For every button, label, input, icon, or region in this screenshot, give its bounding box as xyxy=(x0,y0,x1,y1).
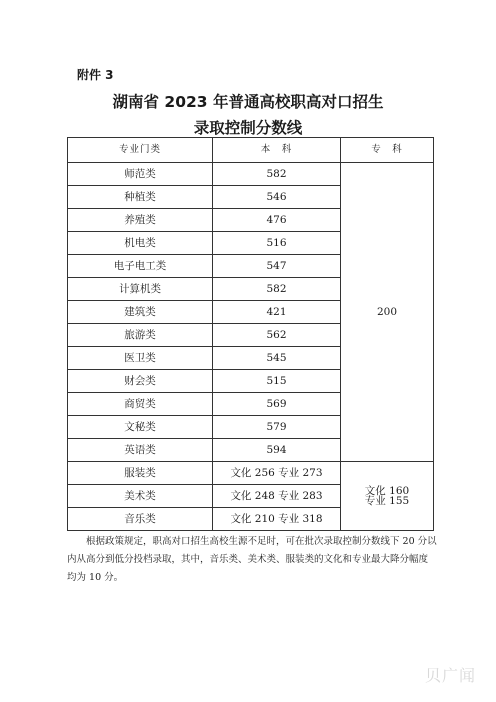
undergrad-score-cell: 516 xyxy=(213,232,341,255)
major-cell: 医卫类 xyxy=(68,347,213,370)
major-cell: 养殖类 xyxy=(68,209,213,232)
undergrad-score-cell: 文化 248 专业 283 xyxy=(213,485,341,508)
undergrad-score-cell: 545 xyxy=(213,347,341,370)
major-cell: 文秘类 xyxy=(68,416,213,439)
junior-score-general: 200 xyxy=(341,163,434,462)
table-row xyxy=(68,462,434,485)
header-major: 专业门类 xyxy=(68,138,213,163)
undergrad-score-cell: 546 xyxy=(213,186,341,209)
undergrad-score-cell: 562 xyxy=(213,324,341,347)
undergrad-score-cell: 569 xyxy=(213,393,341,416)
major-cell: 英语类 xyxy=(68,439,213,462)
major-cell: 种植类 xyxy=(68,186,213,209)
junior-art-culture: 文化 160 xyxy=(364,484,410,497)
table-row xyxy=(68,163,434,186)
page-subtitle: 录取控制分数线 xyxy=(193,119,303,137)
undergrad-score-cell: 579 xyxy=(213,416,341,439)
major-cell: 电子电工类 xyxy=(68,255,213,278)
major-cell: 商贸类 xyxy=(68,393,213,416)
undergrad-score-cell: 文化 256 专业 273 xyxy=(213,462,341,485)
undergrad-score-cell: 文化 210 专业 318 xyxy=(213,508,341,531)
undergrad-score-cell: 421 xyxy=(213,301,341,324)
major-cell: 师范类 xyxy=(68,163,213,186)
policy-note: 根据政策规定，职高对口招生高校生源不足时，可在批次录取控制分数线下 20 分以内从高分到低分投档录取，其中，音乐类、美术类、服装类的文化和专业最大降分幅度均为 10 分。 xyxy=(67,536,437,583)
attachment-label: 附件 3 xyxy=(77,68,114,82)
junior-score-art xyxy=(341,462,434,531)
major-cell: 服装类 xyxy=(68,462,213,485)
table-header-row xyxy=(68,138,434,163)
major-cell: 美术类 xyxy=(68,485,213,508)
major-cell: 旅游类 xyxy=(68,324,213,347)
header-undergrad: 本 科 xyxy=(213,138,341,163)
major-cell: 财会类 xyxy=(68,370,213,393)
undergrad-score-cell: 582 xyxy=(213,163,341,186)
page-title: 湖南省 2023 年普通高校职高对口招生 xyxy=(112,93,384,111)
watermark-logo: 贝广闻 xyxy=(424,666,476,685)
major-cell: 机电类 xyxy=(68,232,213,255)
undergrad-score-cell: 594 xyxy=(213,439,341,462)
major-cell: 计算机类 xyxy=(68,278,213,301)
header-junior: 专 科 xyxy=(341,138,434,163)
junior-art-major: 专业 155 xyxy=(364,495,410,507)
major-cell: 建筑类 xyxy=(68,301,213,324)
undergrad-score-cell: 476 xyxy=(213,209,341,232)
score-table xyxy=(67,137,434,531)
major-cell: 音乐类 xyxy=(68,508,213,531)
undergrad-score-cell: 515 xyxy=(213,370,341,393)
undergrad-score-cell: 547 xyxy=(213,255,341,278)
undergrad-score-cell: 582 xyxy=(213,278,341,301)
